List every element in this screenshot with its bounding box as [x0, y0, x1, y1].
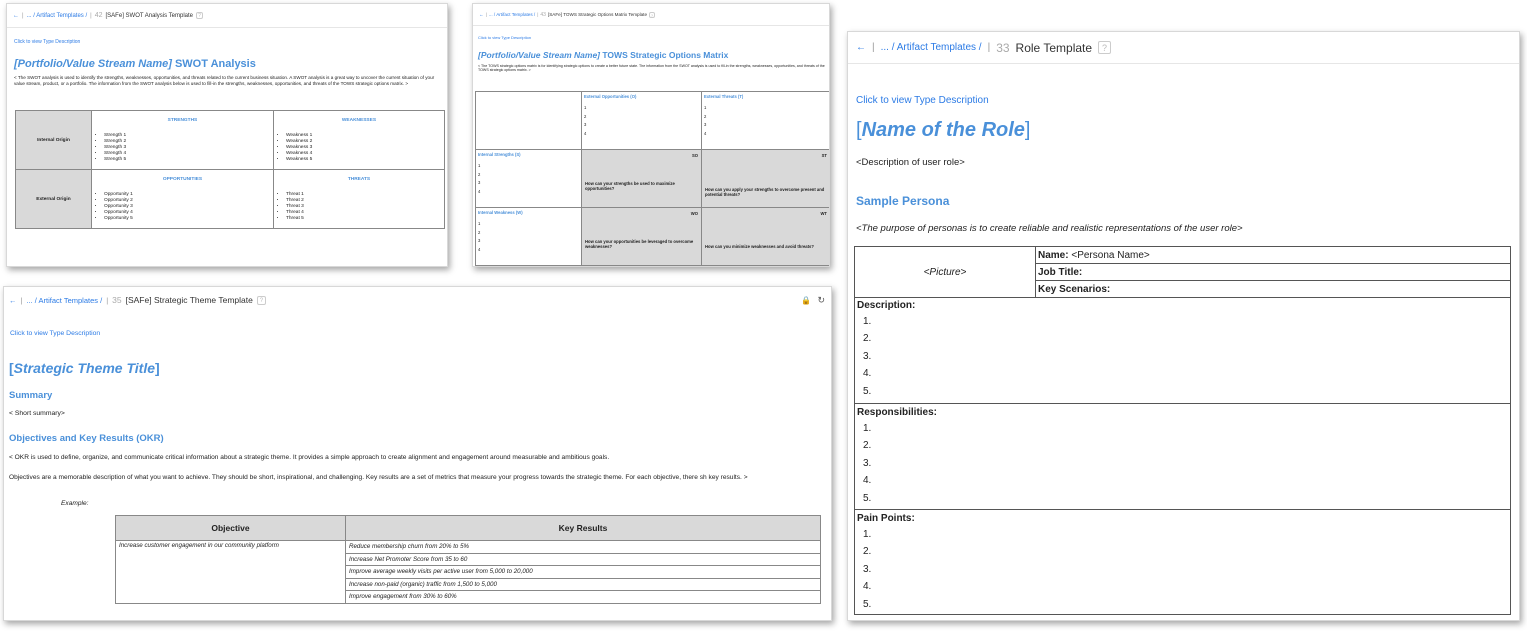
list-item: • Strength 1 — [104, 133, 273, 139]
key-result-cell: Improve average weekly visits per active user from 5,000 to 20,000 — [346, 566, 821, 579]
list-item: 4. — [863, 475, 872, 487]
sample-persona-heading: Sample Persona — [856, 194, 950, 208]
list-item: 1. — [863, 316, 872, 327]
back-arrow-icon[interactable]: ← — [856, 42, 866, 53]
internal-origin-label: Internal Origin — [16, 111, 92, 170]
type-description-link[interactable]: Click to view Type Description — [10, 330, 101, 337]
strengths-cell — [92, 111, 274, 170]
persona-purpose: <The purpose of personas is to create reliable and realistic representations of the user role> — [856, 223, 1243, 234]
list-item: • Opportunity 3 — [104, 204, 273, 210]
swot-template-panel — [6, 3, 448, 267]
item-number: 43 — [540, 11, 546, 18]
pain-points-section: Pain Points: 1. 2. 3. 4. 5. — [854, 509, 1511, 615]
list-item: 1. — [863, 423, 872, 434]
back-arrow-icon[interactable]: ← — [9, 295, 17, 305]
tows-description: < The TOWS strategic options matrix is for identifying strategic options to create a better future state. The information from the SWOT analysis is used to fill-in the strengths, weaknesses, opportunities, and threats of the TOWS strategic options matrix. > — [478, 64, 825, 73]
list-item: • Weakness 5 — [286, 157, 444, 163]
list-item: • Opportunity 5 — [104, 216, 273, 222]
persona-name-field: Name: <Persona Name> — [1036, 247, 1511, 264]
external-origin-label: External Origin — [16, 170, 92, 229]
list-item: • Strength 5 — [104, 157, 273, 163]
swot-heading: [Portfolio/Value Stream Name] SWOT Analysis — [14, 58, 256, 70]
list-item: • Threat 2 — [286, 198, 444, 204]
type-description-link[interactable]: Click to view Type Description — [856, 95, 989, 106]
list-item: • Weakness 4 — [286, 151, 444, 157]
role-description: <Description of user role> — [856, 157, 965, 168]
swot-table — [15, 110, 445, 229]
help-icon[interactable]: ? — [1098, 41, 1111, 54]
list-item: 1. — [863, 529, 872, 540]
okr-text-2: Objectives are a memorable description of what you want to achieve. They should be short, inspirational, and challenging. Key results are a set of metrics that measure your progress towards the strategic theme. For each objective, there sh key results. > — [9, 474, 748, 481]
okr-table — [115, 515, 821, 604]
table-row — [116, 541, 821, 554]
responsibilities-section: Responsibilities: 1. 2. 3. 4. 5. — [854, 403, 1511, 510]
type-description-link[interactable]: Click to view Type Description — [478, 35, 532, 40]
role-title: [Name of the Role] — [856, 119, 1031, 141]
list-item: 5. — [863, 598, 872, 610]
persona-table — [854, 246, 1511, 298]
external-opportunities-cell: External Opportunities (O) 1 2 3 4 — [582, 92, 702, 150]
tows-template-panel — [472, 3, 830, 267]
back-arrow-icon[interactable]: ← — [479, 12, 484, 17]
type-description-link[interactable]: Click to view Type Description — [14, 39, 81, 45]
list-item: • Threat 4 — [286, 210, 444, 216]
internal-strengths-cell: Internal Strengths (S) 1 2 3 4 — [476, 150, 582, 208]
so-cell: SO How can your strengths be used to maximize opportunities? — [582, 150, 702, 208]
help-icon[interactable]: ? — [257, 296, 266, 305]
opportunities-cell — [92, 170, 274, 229]
list-item: • Strength 3 — [104, 145, 273, 151]
item-number: 42 — [94, 12, 103, 19]
list-item: • Strength 2 — [104, 139, 273, 145]
breadcrumb: ← | ... / Artifact Templates / | 33 Role Template ? — [848, 32, 1519, 64]
weaknesses-cell — [273, 111, 444, 170]
objective-cell: Increase customer engagement in our community platform — [116, 541, 346, 604]
key-result-cell: Improve engagement from 30% to 60% — [346, 591, 821, 604]
role-template-panel — [847, 31, 1520, 621]
list-item: 3. — [863, 457, 872, 469]
list-item: 4. — [863, 368, 872, 380]
breadcrumb: ← | ... / Artifact Templates / | 42 [SAFe] SWOT Analysis Template ? — [7, 4, 447, 28]
key-result-cell: Increase non-paid (organic) traffic from 1,500 to 5,000 — [346, 578, 821, 591]
list-item: • Opportunity 4 — [104, 210, 273, 216]
page-title: [SAFe] SWOT Analysis Template — [105, 12, 193, 19]
opportunities-header: OPPORTUNITIES — [162, 177, 203, 182]
threats-cell — [273, 170, 444, 229]
list-item: 5. — [863, 385, 872, 397]
page-title: [SAFe] Strategic Theme Template — [125, 295, 253, 305]
internal-weakness-cell: Internal Weakness (W) 1 2 3 4 — [476, 208, 582, 266]
wo-cell: WO How can your opportunities be leveraged to overcome weaknesses? — [582, 208, 702, 266]
threats-header: THREATS — [347, 177, 371, 182]
theme-title: [Strategic Theme Title] — [9, 360, 160, 376]
tows-heading: [Portfolio/Value Stream Name] TOWS Strategic Options Matrix — [478, 50, 729, 60]
list-item: 3. — [863, 350, 872, 362]
summary-heading: Summary — [9, 390, 53, 401]
key-result-cell: Reduce membership churn from 20% to 5% — [346, 541, 821, 554]
key-result-cell: Increase Net Promoter Score from 35 to 60 — [346, 553, 821, 566]
external-threats-cell: External Threats (T) 1 2 3 4 — [702, 92, 831, 150]
list-item: 4. — [863, 581, 872, 593]
list-item: 2. — [863, 333, 872, 345]
breadcrumb: ← | ... / Artifact Templates / | 35 [SAFe] Strategic Theme Template ? — [4, 287, 831, 313]
okr-heading: Objectives and Key Results (OKR) — [9, 433, 164, 444]
summary-text: < Short summary> — [9, 410, 65, 417]
example-label: Example: — [61, 500, 89, 507]
weaknesses-header: WEAKNESSES — [341, 118, 377, 123]
list-item: 3. — [863, 563, 872, 575]
list-item: • Strength 4 — [104, 151, 273, 157]
help-icon[interactable]: ? — [196, 12, 203, 19]
help-icon[interactable]: ? — [650, 12, 654, 18]
item-number: 35 — [112, 295, 122, 305]
breadcrumb-artifact-templates[interactable]: ... / Artifact Templates / — [26, 12, 88, 19]
key-results-header: Key Results — [346, 516, 821, 541]
description-section: Description: 1. 2. 3. 4. 5. — [854, 297, 1511, 404]
strategic-theme-panel — [3, 286, 832, 621]
list-item: • Weakness 1 — [286, 133, 444, 139]
list-item: • Opportunity 2 — [104, 198, 273, 204]
st-cell: ST How can you apply your strengths to overcome present and potential threats? — [702, 150, 831, 208]
list-item: • Weakness 3 — [286, 145, 444, 151]
list-item: 5. — [863, 492, 872, 504]
job-title-field: Job Title: — [1036, 264, 1511, 281]
strengths-header: STRENGTHS — [167, 118, 198, 123]
key-scenarios-field: Key Scenarios: — [1036, 281, 1511, 298]
list-item: 2. — [863, 440, 872, 452]
okr-text-1: < OKR is used to define, organize, and communicate critical information about a strategic theme. It provides a simple approach to create alignment and engagement around measurable and ambitious goals. — [9, 454, 610, 461]
breadcrumb-artifact-templates[interactable]: ... / Artifact Templates / — [488, 12, 536, 17]
list-item: • Threat 3 — [286, 204, 444, 210]
breadcrumb-artifact-templates[interactable]: ... / Artifact Templates / — [880, 42, 982, 53]
list-item: • Threat 5 — [286, 216, 444, 222]
back-arrow-icon[interactable]: ← — [13, 12, 19, 19]
list-item: • Threat 1 — [286, 192, 444, 198]
breadcrumb-artifact-templates[interactable]: ... / Artifact Templates / — [26, 295, 103, 305]
objective-header: Objective — [116, 516, 346, 541]
breadcrumb: ← | ... / Artifact Templates / | 43 [SAFe] TOWS Strategic Options Matrix Template ? — [473, 4, 829, 26]
tows-matrix — [475, 91, 830, 266]
list-item: • Opportunity 1 — [104, 192, 273, 198]
item-number: 33 — [996, 40, 1010, 55]
page-title: Role Template — [1015, 40, 1093, 55]
wt-cell: WT How can you minimize weaknesses and avoid threats? — [702, 208, 831, 266]
page-title: [SAFe] TOWS Strategic Options Matrix Template — [547, 12, 648, 17]
list-item: 2. — [863, 546, 872, 558]
list-item: • Weakness 2 — [286, 139, 444, 145]
swot-description: < The SWOT analysis is used to identify the strengths, weaknesses, opportunities, and threats related to the current business situation. A SWOT analysis is a great way to uncover the current situation of your value stream, product, or a portfolio. The information from the SWOT analysis below is used to fill-in the strengths, weaknesses, opportunities, and threats of the TOWS strategic options matrix. > — [14, 75, 435, 86]
refresh-icon[interactable]: ↻ — [817, 295, 825, 305]
persona-picture: <Picture> — [855, 247, 1036, 298]
lock-icon[interactable]: 🔒 — [800, 296, 811, 305]
